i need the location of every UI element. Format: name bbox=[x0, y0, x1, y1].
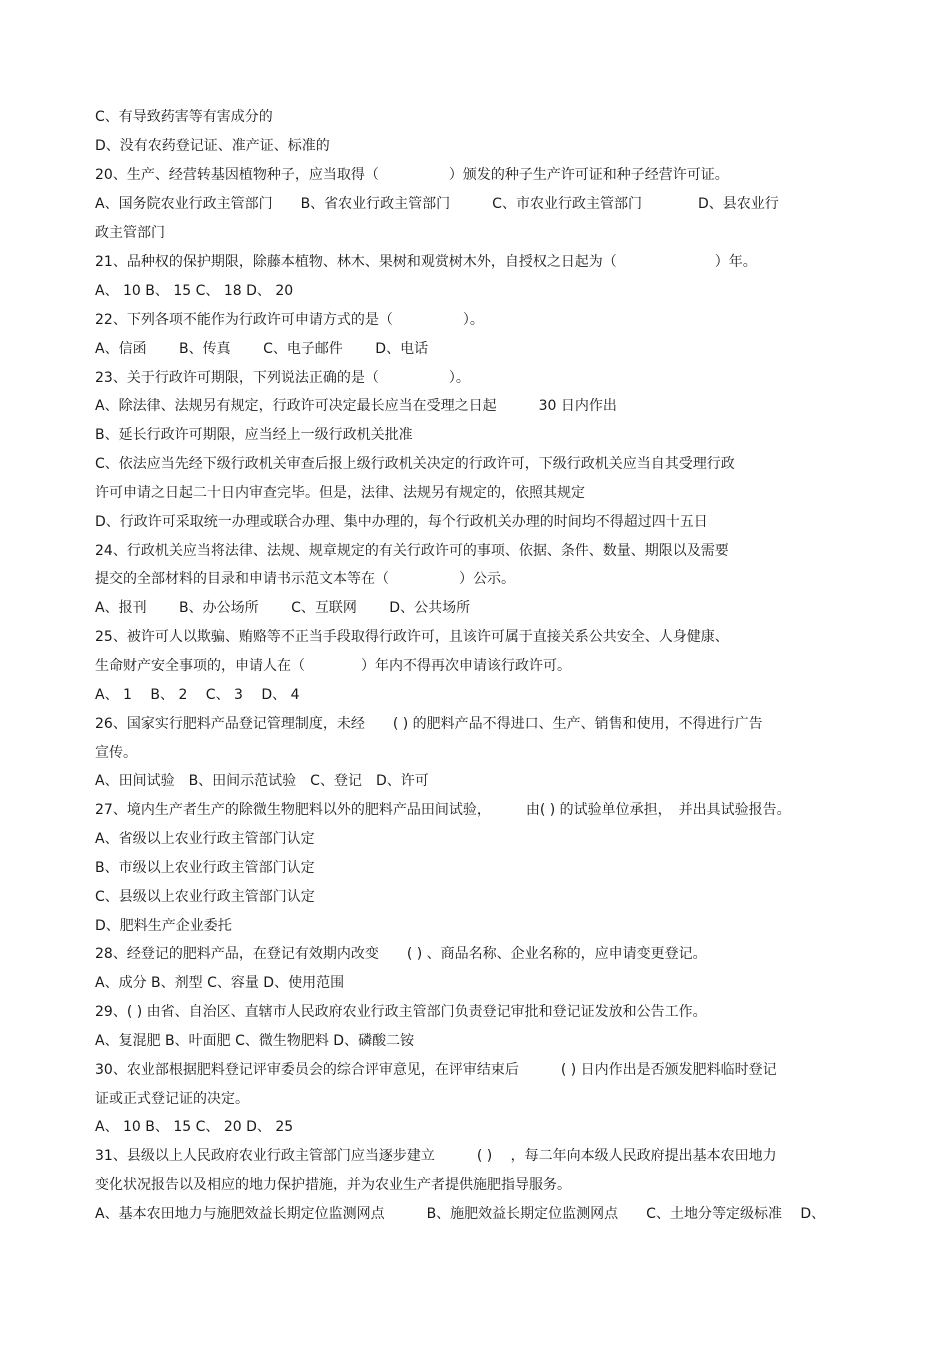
text-line: C、依法应当先经下级行政机关审查后报上级行政机关决定的行政许可，下级行政机关应当自其受理行政 bbox=[95, 456, 735, 472]
text-line: B、市级以上农业行政主管部门认定 bbox=[95, 860, 315, 876]
text-line: A、基本农田地力与施肥效益长期定位监测网点 B、施肥效益长期定位监测网点 C、土地分等定级标准 D、 bbox=[95, 1206, 826, 1222]
text-line: A、 10 B、 15 C、 18 D、 20 bbox=[95, 283, 294, 299]
text-line: A、省级以上农业行政主管部门认定 bbox=[95, 831, 315, 847]
text-line: 29、( ) 由省、自治区、直辖市人民政府农业行政主管部门负责登记审批和登记证发放和公告工作。 bbox=[95, 1004, 707, 1020]
text-line: A、除法律、法规另有规定，行政许可决定最长应当在受理之日起 30 日内作出 bbox=[95, 398, 617, 414]
text-line: D、肥料生产企业委托 bbox=[95, 918, 232, 934]
text-line: A、成分 B、剂型 C、容量 D、使用范围 bbox=[95, 975, 345, 991]
text-line: D、没有农药登记证、准产证、标准的 bbox=[95, 138, 330, 154]
text-line: 25、被许可人以欺骗、贿赂等不正当手段取得行政许可，且该许可属于直接关系公共安全、人身健康、 bbox=[95, 629, 729, 645]
text-line: 23、关于行政许可期限，下列说法正确的是（ ）。 bbox=[95, 370, 470, 386]
text-line: 变化状况报告以及相应的地力保护措施，并为农业生产者提供施肥指导服务。 bbox=[95, 1177, 571, 1193]
text-line: 28、经登记的肥料产品，在登记有效期内改变 ( ) 、商品名称、企业名称的，应申请变更登记。 bbox=[95, 946, 707, 962]
text-line: C、有导致药害等有害成分的 bbox=[95, 109, 273, 125]
text-line: A、报刊 B、办公场所 C、互联网 D、公共场所 bbox=[95, 600, 471, 616]
text-line: 许可申请之日起二十日内审查完毕。但是，法律、法规另有规定的，依照其规定 bbox=[95, 485, 585, 501]
text-line: 证或正式登记证的决定。 bbox=[95, 1091, 249, 1107]
text-line: A、复混肥 B、叶面肥 C、微生物肥料 D、磷酸二铵 bbox=[95, 1033, 415, 1049]
text-line: 22、下列各项不能作为行政许可申请方式的是（ ）。 bbox=[95, 312, 484, 328]
text-line: 21、品种权的保护期限，除藤本植物、林木、果树和观赏树木外，自授权之日起为（ ）年。 bbox=[95, 254, 757, 270]
text-line: 生命财产安全事项的，申请人在（ ）年内不得再次申请该行政许可。 bbox=[95, 658, 571, 674]
text-line: A、田间试验 B、田间示范试验 C、登记 D、许可 bbox=[95, 773, 429, 789]
text-line: A、国务院农业行政主管部门 B、省农业行政主管部门 C、市农业行政主管部门 D、县农业行 bbox=[95, 196, 779, 212]
text-line: 24、行政机关应当将法律、法规、规章规定的有关行政许可的事项、依据、条件、数量、期限以及需要 bbox=[95, 543, 729, 559]
text-line: A、 10 B、 15 C、 20 D、 25 bbox=[95, 1119, 294, 1135]
text-line: 31、县级以上人民政府农业行政主管部门应当逐步建立 ( ) ，每二年向本级人民政府提出基本农田地力 bbox=[95, 1148, 777, 1164]
text-line: 30、农业部根据肥料登记评审委员会的综合评审意见，在评审结束后 ( ) 日内作出是否颁发肥料临时登记 bbox=[95, 1062, 777, 1078]
text-line: 27、境内生产者生产的除微生物肥料以外的肥料产品田间试验， 由( ) 的试验单位承担， 并出具试验报告。 bbox=[95, 802, 791, 818]
text-line: C、县级以上农业行政主管部门认定 bbox=[95, 889, 315, 905]
text-line: D、行政许可采取统一办理或联合办理、集中办理的，每个行政机关办理的时间均不得超过四十五日 bbox=[95, 514, 708, 530]
text-line: A、信函 B、传真 C、电子邮件 D、电话 bbox=[95, 341, 429, 357]
text-line: A、 1 B、 2 C、 3 D、 4 bbox=[95, 687, 300, 703]
text-line: 20、生产、经营转基因植物种子，应当取得（ ）颁发的种子生产许可证和种子经营许可证。 bbox=[95, 167, 729, 183]
text-line: 26、国家实行肥料产品登记管理制度，未经 ( ) 的肥料产品不得进口、生产、销售和使用，不得进行广告 bbox=[95, 716, 763, 732]
text-line: B、延长行政许可期限，应当经上一级行政机关批准 bbox=[95, 427, 413, 443]
text-line: 宣传。 bbox=[95, 745, 137, 761]
text-line: 提交的全部材料的目录和申请书示范文本等在（ ）公示。 bbox=[95, 571, 515, 587]
text-line: 政主管部门 bbox=[95, 225, 165, 241]
